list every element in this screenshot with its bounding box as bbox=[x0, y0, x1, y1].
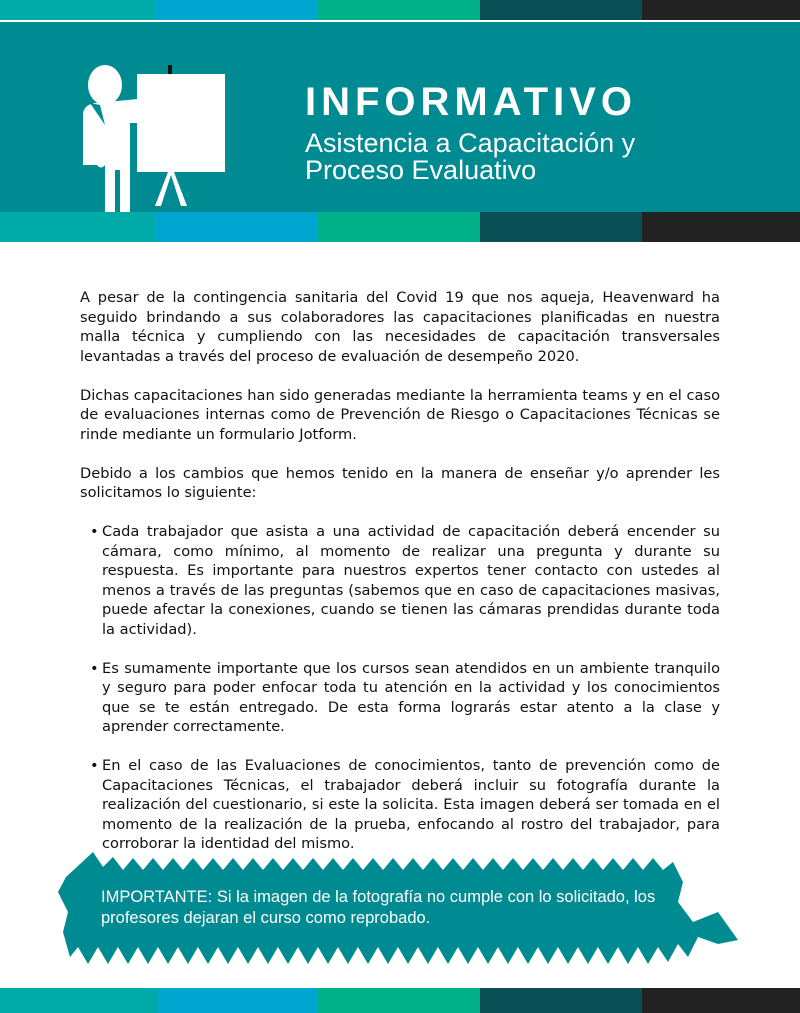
bullet-icon: • bbox=[90, 523, 99, 540]
list-item bbox=[90, 522, 720, 639]
request-list bbox=[80, 522, 720, 854]
list-item bbox=[90, 756, 720, 854]
page-title: INFORMATIVO bbox=[305, 80, 638, 124]
header-bottom-stripes bbox=[0, 212, 800, 242]
list-item-text: Cada trabajador que asista a una actividad de capacitación deberá encender su cámara, como mínimo, al momento de realizar una pregunta y durante su respuesta. Es importante para nuestros expertos tener contacto con ustedes al menos a través de las preguntas (sabemos que en caso de capacitaciones masivas, puede afectar la conexiones, cuando se tienen las cámaras prendidas durante toda la actividad). bbox=[102, 523, 720, 638]
document-body bbox=[80, 288, 720, 873]
presenter-board-icon bbox=[75, 65, 235, 213]
paragraph: A pesar de la contingencia sanitaria del Covid 19 que nos aqueja, Heavenward ha seguido brindando a sus colaboradores las capacitaciones planificadas en nuestra malla técnica y cumpliendo con las necesidades de capacitación transversales levantadas a través del proceso de evaluación de desempeño 2020. bbox=[80, 289, 720, 365]
subtitle-line-2: Proceso Evaluativo bbox=[305, 155, 537, 185]
list-item-text: Es sumamente importante que los cursos sean atendidos en un ambiente tranquilo y seguro para poder enfocar toda tu atención en la actividad y los conocimientos que se te están entregado. De esta forma lograrás estar atento a la clase y aprender correctamente. bbox=[102, 659, 720, 735]
page-subtitle bbox=[305, 130, 635, 184]
subtitle-line-1: Asistencia a Capacitación y bbox=[305, 128, 636, 158]
list-item bbox=[90, 659, 720, 737]
paragraph: Dichas capacitaciones han sido generadas mediante la herramienta teams y en el caso de evaluaciones internas como de Prevención de Riesgo o Capacitaciones Técnicas se rinde mediante un formulario Jotform. bbox=[80, 386, 720, 443]
bottom-color-stripes bbox=[0, 988, 800, 1013]
important-notice: IMPORTANTE: Si la imagen de la fotografía no cumple con lo solicitado, los profesores dejaran el curso como reprobado. bbox=[101, 888, 656, 927]
bullet-icon: • bbox=[90, 659, 99, 677]
top-color-stripes bbox=[0, 0, 800, 20]
paragraph: Debido a los cambios que hemos tenido en la manera de enseñar y/o aprender les solicitamos lo siguiente: bbox=[80, 464, 720, 501]
bullet-icon: • bbox=[90, 757, 99, 774]
list-item-text: En el caso de las Evaluaciones de conocimientos, tanto de prevención como de Capacitaciones Técnicas, el trabajador deberá incluir su fotografía durante la realización del cuestionario, si este la solicita. Esta imagen deberá ser tomada en el momento de la realización de la prueba, enfocando al rostro del trabajador, para corroborar la identidad del mismo. bbox=[102, 757, 720, 852]
